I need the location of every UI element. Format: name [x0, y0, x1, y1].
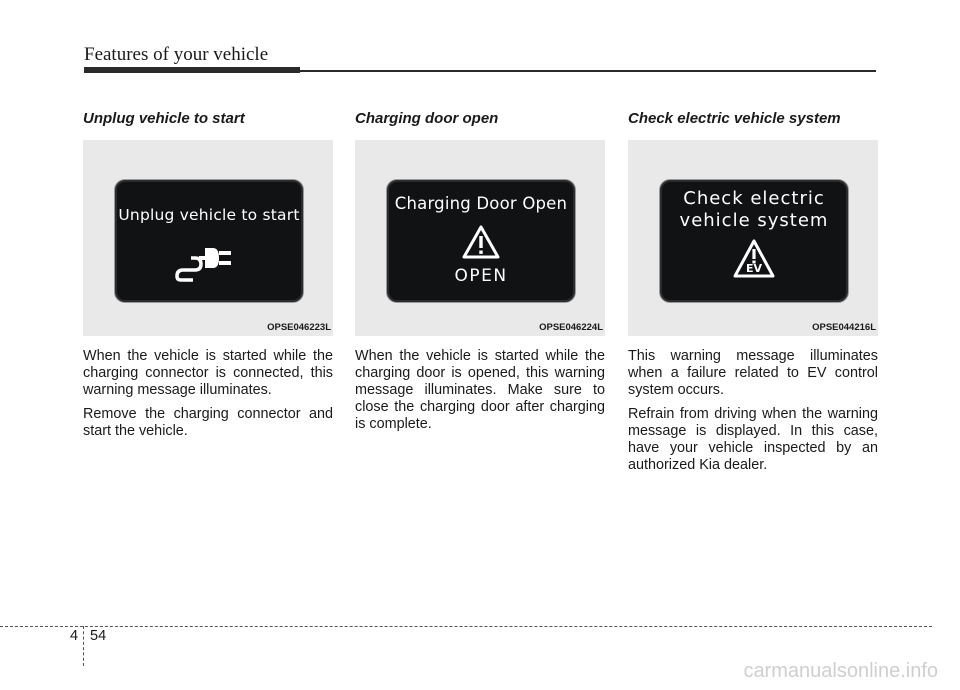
section-heading: Check electric vehicle system: [628, 110, 841, 127]
ev-warning-icon: [732, 238, 776, 280]
chapter-number: 4: [70, 628, 79, 644]
screen-message-line1: Check electric: [683, 188, 825, 209]
section-heading: Charging door open: [355, 110, 499, 127]
header-rule-thin: [300, 70, 876, 72]
figure-code: OPSE046223L: [267, 322, 331, 333]
figure-charging-door-open: [355, 140, 605, 336]
ev-badge: EV: [745, 262, 763, 275]
body-paragraph: This warning message illuminates when a failure related to EV control system occurs.: [628, 348, 878, 398]
section-heading: Unplug vehicle to start: [83, 110, 245, 127]
charging-plug-icon: [175, 236, 245, 286]
figure-code: OPSE046224L: [539, 322, 603, 333]
body-paragraph: Refrain from driving when the warning message is displayed. In this case, have your vehicle inspected by an authorized Kia dealer.: [628, 406, 878, 473]
figure-check-ev-system: [628, 140, 878, 336]
body-paragraph: When the vehicle is started while the charging door is opened, this warning message illuminates. Make sure to close the charging door after charging is complete.: [355, 348, 605, 432]
screen-subtext: OPEN: [454, 266, 508, 286]
cluster-display: [660, 180, 848, 302]
section-unplug-vehicle: [83, 110, 333, 440]
figure-unplug-vehicle: [83, 140, 333, 336]
section-check-ev-system: [628, 110, 878, 474]
screen-message: Unplug vehicle to start: [118, 206, 300, 224]
cluster-display: [115, 180, 303, 302]
figure-code: OPSE044216L: [812, 322, 876, 333]
page-number: 54: [90, 628, 107, 644]
footer-divider: [83, 626, 84, 666]
body-paragraph: Remove the charging connector and start the vehicle.: [83, 406, 333, 439]
header-rule-thick: [84, 67, 300, 73]
watermark: carmanualsonline.info: [743, 660, 938, 682]
screen-message: Charging Door Open: [394, 194, 568, 213]
warning-triangle-icon: [461, 224, 501, 260]
header-title: Features of your vehicle: [84, 44, 269, 65]
screen-message-line2: vehicle system: [679, 210, 829, 231]
body-paragraph: When the vehicle is started while the charging connector is connected, this warning message illuminates.: [83, 348, 333, 398]
cluster-display: [387, 180, 575, 302]
footer-rule: [0, 626, 932, 627]
section-charging-door-open: [355, 110, 605, 433]
